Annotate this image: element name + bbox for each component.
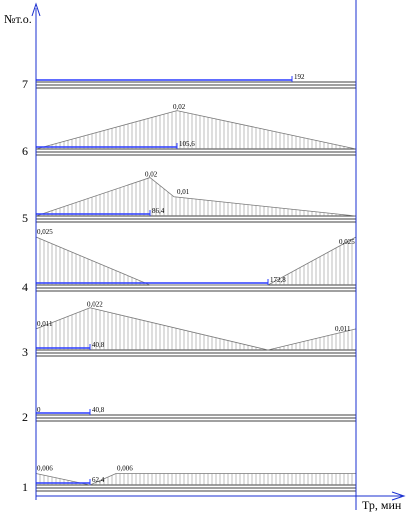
row-1-value-label: 0,006	[117, 464, 133, 473]
row-1-value-label: 0,006	[37, 464, 53, 473]
row-1-number: 1	[22, 480, 28, 494]
row-3-value-label: 0,011	[37, 319, 53, 328]
row-3-value-label: 0,022	[87, 300, 103, 309]
row-5-number: 5	[22, 211, 28, 225]
row-4-number: 4	[22, 280, 28, 294]
row-4-bar-label: 172,8	[270, 276, 286, 284]
row-7-number: 7	[22, 77, 28, 91]
row-4-value-label: 0,025	[37, 228, 53, 236]
x-axis-title: Тр, мин	[362, 498, 402, 512]
row-5-value-label: 0,01	[177, 188, 190, 197]
row-3-number: 3	[22, 345, 28, 359]
row-3-value-label: 0,011	[335, 325, 351, 334]
row-5-value-label: 0,02	[145, 170, 158, 179]
row-6-number: 6	[22, 144, 28, 158]
row-2-value-label: 0	[37, 406, 41, 414]
row-4-value-label: 0,025	[339, 237, 355, 246]
y-axis-title: №т.о.	[4, 12, 32, 26]
row-1-bar-label: 62,4	[92, 476, 105, 484]
row-7-bar-label: 192	[294, 73, 305, 81]
rows-layer	[22, 73, 356, 494]
row-2-bar-label: 40,8	[92, 406, 105, 414]
row-6-bar-label: 105,6	[179, 140, 195, 148]
row-3-bar-label: 40,8	[92, 341, 105, 349]
row-6-value-label: 0,02	[173, 102, 186, 111]
row-2-number: 2	[22, 410, 28, 424]
row-5-bar-label: 86,4	[152, 207, 165, 215]
